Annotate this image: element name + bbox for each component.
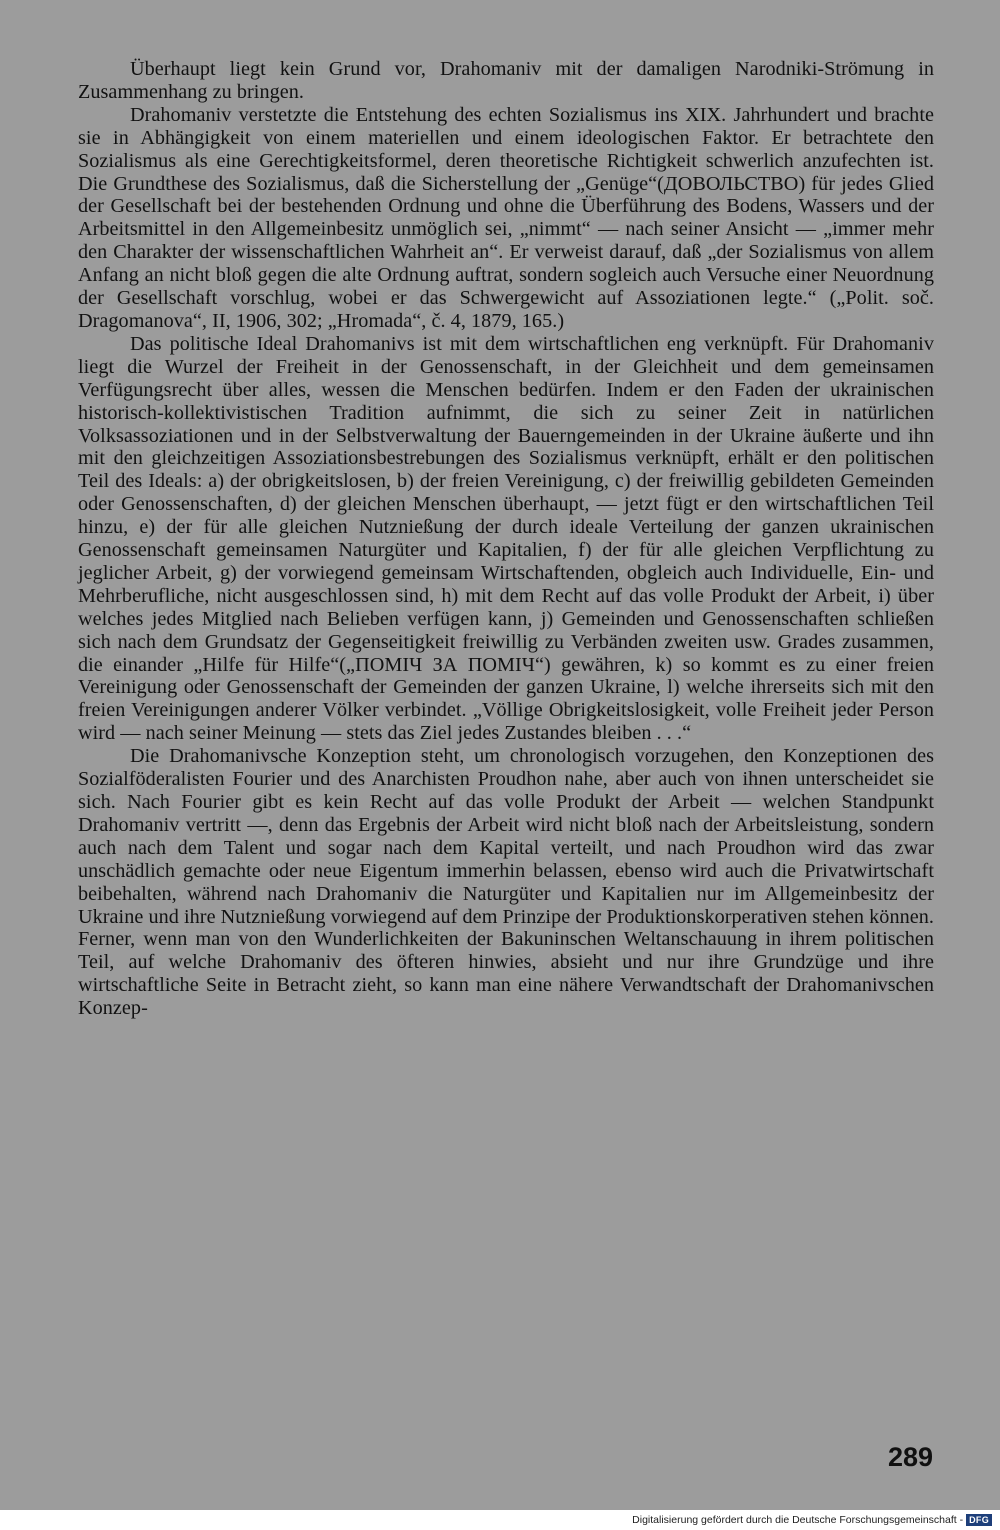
paragraph-2: Drahomaniv verstetzte die Entstehung des echten Sozialismus ins XIX. Jahrhundert und brachte sie in Abhängigkeit von einem materiellen und einem ideologischen Faktor. Er betrachtete den Sozialismus als eine Gerechtigkeitsformel, deren theoretische Richtigkeit schwerlich anzufechten ist. Die Grundthese des Sozialismus, daß die Sicherstellung der „Genüge“(ДОВОЛЬСТВО) für jedes Glied der Gesellschaft bei der bestehenden Ordnung und ohne die Überführung des Bodens, Wassers und der Arbeitsmittel in den Allgemeinbesitz unmöglich sei, „nimmt“ — nach seiner Ansicht — „immer mehr den Charakter der wissenschaftlichen Wahrheit an“. Er verweist darauf, daß „der Sozialismus von allem Anfang an nicht bloß gegen die alte Ordnung auftrat, sondern sogleich auch Versuche einer Neuordnung der Gesellschaft vorschlug, wobei er das Schwergewicht auf Assoziationen legte.“ („Polit. soč. Dragomanova“, II, 1906, 302; „Hromada“, č. 4, 1879, 165.) bbox=[78, 103, 934, 332]
footer-text: Digitalisierung gefördert durch die Deutsche Forschungsgemeinschaft - bbox=[632, 1514, 964, 1526]
paragraph-4: Die Drahomanivsche Konzeption steht, um chronologisch vorzugehen, den Konzeptionen des Sozialföderalisten Fourier und des Anarchisten Proudhon nahe, aber auch von ihnen unterscheidet sie sich. Nach Fourier gibt es kein Recht auf das volle Produkt der Arbeit — welchen Standpunkt Drahomaniv vertritt —, denn das Ergebnis der Arbeit wird nicht bloß nach der Arbeitsleistung, sondern auch nach dem Talent und sogar nach dem Kapital verteilt, und nach Proudhon wird das zwar unschädlich gemachte oder neue Eigentum immerhin belassen, ebenso wird auch die Privatwirtschaft beibehalten, während nach Drahomaniv die Naturgüter und Kapitalien nur im Allgemeinbesitz der Ukraine und ihre Nutznießung vorwiegend auf dem Prinzipe der Produktionskorperativen stehen können. Ferner, wenn man von den Wunderlichkeiten der Bakuninschen Weltanschauung in ihrem politischen Teil, auf welche Drahomaniv des öfteren hinwies, absieht und nur ihre Grundzüge und ihre wirtschaftliche Seite in Betracht zieht, so kann man eine nähere Verwandtschaft der Drahomanivschen Konzep- bbox=[78, 745, 934, 1020]
dfg-logo: DFG bbox=[966, 1514, 992, 1526]
body-text bbox=[78, 58, 934, 1020]
page-number: 289 bbox=[888, 1442, 934, 1472]
paragraph-3: Das politische Ideal Drahomanivs ist mit dem wirtschaftlichen eng verknüpft. Für Drahomaniv liegt die Wurzel der Freiheit in der Genossenschaft, in der Gleichheit und dem gemeinsamen Verfügungsrecht über alles, wessen die Menschen bedürfen. Indem er den Faden der ukrainischen historisch-kollektivistischen Tradition aufnimmt, die sich zu seiner Zeit in natürlichen Volksassoziationen und in der Selbstverwaltung der Bauerngemeinden in der Ukraine äußerte und ihn mit den gleichzeitigen Assoziationsbestrebungen des Sozialismus verknüpft, erhält er den politischen Teil des Ideals: a) der obrigkeitslosen, b) der freien Vereinigung, c) der freiwillig gebildeten Gemeinden oder Genossenschaften, d) der gleichen Menschen überhaupt, — jetzt fügt er den wirtschaftlichen Teil hinzu, e) der für alle gleichen Nutznießung der durch ideale Verteilung der ganzen ukrainischen Genossenschaft gemeinsamen Naturgüter und Kapitalien, f) der für alle gleichen Verpflichtung zu jeglicher Arbeit, g) der vorwiegend gemeinsam Wirtschaftenden, obgleich auch Individuelle, Ein- und Mehrberufliche, nicht ausgeschlossen sind, h) mit dem Recht auf das volle Produkt der Arbeit, i) über welches jedes Mitglied nach Belieben verfügen kann, j) Gemeinden und Genossenschaften schließen sich nach dem Grundsatz der Gegenseitigkeit freiwillig zu Verbänden zweiten usw. Grades zusammen, die einander „Hilfe für Hilfe“(„ПОМІЧ ЗА ПОМІЧ“) gewähren, k) so kommt es zu einer freien Vereinigung oder Genossenschaft der Gemeinden der ganzen Ukraine, l) welche ihrerseits sich mit den freien Vereinigungen anderer Völker verbindet. „Völlige Obrigkeitslosigkeit, volle Freiheit jeder Person wird — nach seiner Meinung — stets das Ziel jedes Zustandes bleiben . . .“ bbox=[78, 332, 934, 745]
paragraph-1: Überhaupt liegt kein Grund vor, Drahomaniv mit der damaligen Narodniki-Strömung in Zusammenhang zu bringen. bbox=[78, 58, 934, 103]
digitization-footer bbox=[632, 1513, 992, 1527]
